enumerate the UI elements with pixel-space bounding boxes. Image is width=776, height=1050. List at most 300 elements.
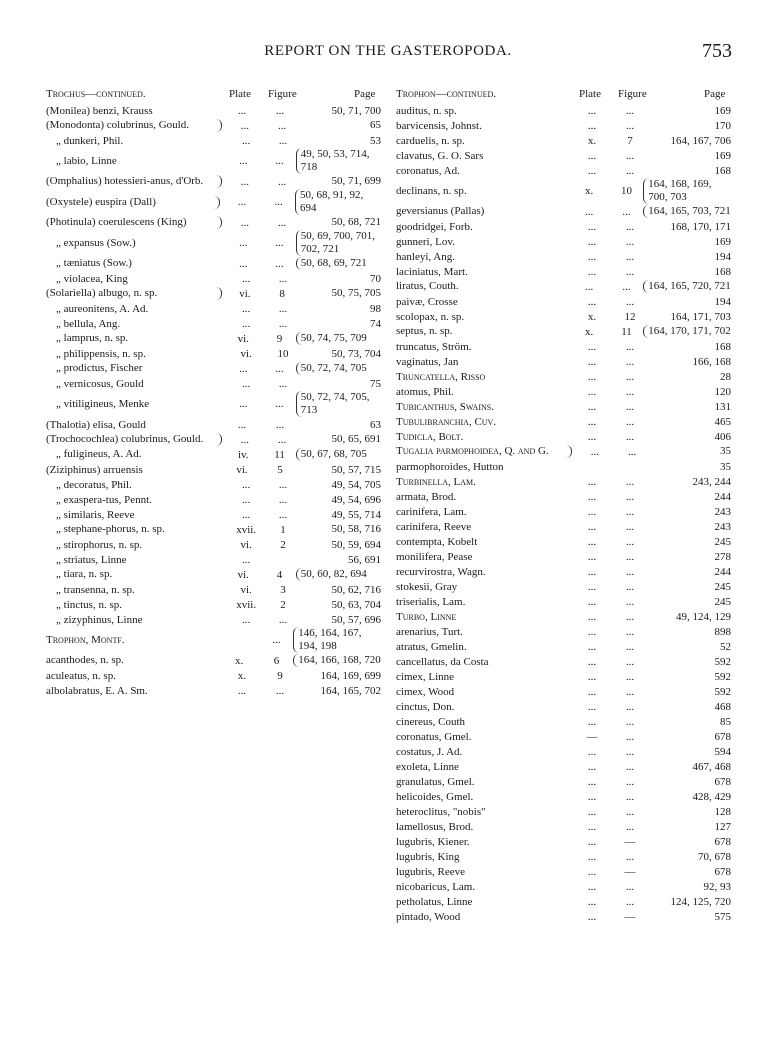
entry-pages: 50, 71, 699 bbox=[331, 175, 382, 187]
index-row bbox=[46, 462, 381, 477]
entry-name: triserialis, Lam. bbox=[396, 595, 466, 608]
entry-figure: ... bbox=[625, 104, 635, 117]
index-row bbox=[396, 864, 731, 879]
entry-pages: 406 bbox=[714, 430, 731, 443]
index-row bbox=[396, 894, 731, 909]
entry-name: „ expansus (Sow.) bbox=[56, 236, 136, 249]
entry-pages: 169 bbox=[714, 149, 731, 162]
entry-pages: 50, 68, 69, 721 bbox=[296, 257, 381, 270]
entry-figure: ... bbox=[625, 415, 635, 428]
index-row bbox=[396, 369, 731, 384]
entry-plate: ... bbox=[587, 430, 597, 443]
entry-pages: 124, 125, 720 bbox=[670, 895, 731, 908]
entry-figure: ... bbox=[625, 535, 635, 548]
entry-figure: ... bbox=[627, 445, 637, 458]
entry-figure: ... bbox=[625, 895, 635, 908]
figure-header: Figure bbox=[618, 88, 647, 100]
index-row bbox=[396, 534, 731, 549]
index-row bbox=[396, 909, 731, 924]
entry-plate: ... bbox=[587, 700, 597, 713]
entry-figure: 6 bbox=[273, 654, 280, 667]
index-list bbox=[46, 103, 381, 698]
entry-name: declinans, n. sp. bbox=[396, 184, 467, 197]
entry-name: exoleta, Linne bbox=[396, 760, 459, 773]
entry-plate: ... bbox=[587, 520, 597, 533]
index-row bbox=[396, 594, 731, 609]
entry-plate: ... bbox=[240, 433, 250, 446]
entry-plate: ... bbox=[587, 625, 597, 638]
entry-name: „ fuligineus, A. Ad. bbox=[56, 448, 142, 460]
entry-figure: ... bbox=[625, 700, 635, 713]
entry-pages: 169 bbox=[714, 104, 731, 117]
index-row bbox=[46, 331, 381, 346]
entry-name: „ labio, Linne bbox=[56, 154, 117, 167]
entry-figure: ... bbox=[625, 220, 635, 233]
entry-figure: ... bbox=[625, 640, 635, 653]
entry-plate: ... bbox=[587, 640, 597, 653]
entry-plate: ... bbox=[587, 685, 597, 698]
entry-name: Tugalia parmophoidea, Q. and G. bbox=[396, 445, 572, 458]
entry-figure: 10 bbox=[277, 347, 289, 360]
entry-figure: ... bbox=[275, 237, 284, 249]
entry-name: „ philippensis, n. sp. bbox=[56, 347, 146, 360]
index-row bbox=[46, 567, 381, 582]
entry-name: „ transenna, n. sp. bbox=[56, 583, 135, 596]
entry-name: carinifera, Reeve bbox=[396, 520, 472, 533]
entry-name: recurvirostra, Wagn. bbox=[396, 565, 486, 578]
entry-figure: ... bbox=[625, 340, 635, 353]
entry-figure: ... bbox=[625, 850, 635, 863]
entry-figure: ... bbox=[277, 119, 287, 132]
entry-figure: ... bbox=[625, 670, 635, 683]
index-row bbox=[46, 103, 381, 118]
entry-plate: x. bbox=[587, 310, 597, 323]
entry-plate: vi. bbox=[240, 583, 252, 596]
entry-pages: 49, 124, 129 bbox=[676, 610, 731, 623]
index-row bbox=[46, 256, 381, 271]
entry-pages: 85 bbox=[720, 715, 731, 728]
index-row bbox=[396, 414, 731, 429]
index-row bbox=[396, 519, 731, 534]
index-row bbox=[396, 759, 731, 774]
entry-figure: ... bbox=[278, 134, 288, 147]
entry-name: „ zizyphinus, Linne bbox=[56, 613, 143, 626]
entry-plate: ... bbox=[237, 418, 247, 431]
index-row bbox=[46, 507, 381, 522]
index-row bbox=[46, 301, 381, 316]
entry-pages: 898 bbox=[714, 625, 731, 638]
entry-figure: 2 bbox=[280, 538, 286, 551]
entry-figure: ... bbox=[275, 362, 284, 375]
entry-pages: 50, 72, 74, 705, 713 bbox=[296, 391, 381, 417]
entry-plate: ... bbox=[584, 280, 594, 293]
entry-pages: 63 bbox=[370, 418, 381, 431]
entry-pages: 467, 468 bbox=[692, 760, 731, 773]
entry-name: helicoides, Gmel. bbox=[396, 790, 474, 803]
entry-figure: — bbox=[624, 865, 636, 878]
entry-plate: ... bbox=[587, 790, 597, 803]
entry-name: armata, Brod. bbox=[396, 490, 457, 503]
entry-figure: ... bbox=[278, 613, 288, 626]
entry-pages: 170 bbox=[714, 119, 731, 132]
index-row bbox=[396, 249, 731, 264]
entry-pages: 164, 169, 699 bbox=[320, 669, 381, 682]
entry-plate: vi. bbox=[240, 347, 252, 360]
entry-plate: ... bbox=[242, 478, 251, 491]
index-row bbox=[396, 609, 731, 624]
entry-name: „ stirophorus, n. sp. bbox=[56, 538, 143, 551]
index-row bbox=[46, 612, 381, 627]
entry-plate: vi. bbox=[240, 538, 252, 551]
left-column bbox=[46, 88, 381, 698]
entry-figure: 1 bbox=[280, 523, 286, 536]
entry-plate: ... bbox=[242, 553, 251, 566]
entry-pages: 50, 69, 700, 701, 702, 721 bbox=[296, 230, 381, 256]
entry-name: costatus, J. Ad. bbox=[396, 745, 463, 758]
index-row bbox=[396, 219, 731, 234]
entry-pages: 50, 57, 715 bbox=[331, 463, 381, 476]
entry-plate: x. bbox=[234, 654, 244, 667]
entry-pages: 49, 54, 696 bbox=[331, 493, 382, 506]
entry-name: (Monodonta) colubrinus, Gould. bbox=[46, 119, 222, 132]
entry-pages: 50, 63, 704 bbox=[331, 598, 382, 611]
entry-name: petholatus, Linne bbox=[396, 895, 473, 908]
index-row bbox=[46, 215, 381, 230]
entry-figure: ... bbox=[622, 205, 631, 218]
entry-name: stokesii, Gray bbox=[396, 580, 458, 593]
index-row bbox=[396, 103, 731, 118]
index-row bbox=[46, 552, 381, 567]
index-row bbox=[46, 361, 381, 376]
entry-pages: 164, 165, 702 bbox=[320, 684, 381, 697]
entry-pages: 164, 170, 171, 702 bbox=[643, 325, 731, 338]
index-row bbox=[396, 579, 731, 594]
entry-name: „ tiara, n. sp. bbox=[56, 568, 113, 580]
entry-plate: ... bbox=[242, 493, 251, 506]
entry-name: monilifera, Pease bbox=[396, 550, 473, 563]
entry-plate: ... bbox=[587, 104, 597, 117]
entry-figure: ... bbox=[625, 730, 635, 743]
entry-figure: ... bbox=[625, 760, 635, 773]
entry-plate: ... bbox=[587, 760, 597, 773]
entry-figure: 7 bbox=[627, 134, 633, 147]
index-row bbox=[396, 178, 731, 204]
entry-figure: ... bbox=[278, 377, 288, 390]
index-row bbox=[46, 316, 381, 331]
index-row bbox=[396, 834, 731, 849]
entry-plate: ... bbox=[587, 385, 597, 398]
entry-figure: 4 bbox=[276, 568, 283, 581]
entry-name: (Trochocochlea) colubrinus, Gould. bbox=[46, 433, 222, 446]
entry-plate: ... bbox=[587, 235, 597, 248]
entry-pages: 245 bbox=[714, 595, 731, 608]
entry-figure: ... bbox=[625, 355, 635, 368]
entry-figure: 3 bbox=[280, 583, 286, 596]
entry-figure: ... bbox=[277, 175, 287, 188]
entry-figure: 10 bbox=[621, 185, 633, 197]
entry-pages: 194 bbox=[714, 250, 731, 263]
entry-pages: 50, 67, 68, 705 bbox=[296, 448, 381, 461]
entry-name: „ aureonitens, A. Ad. bbox=[56, 302, 149, 315]
entry-plate: ... bbox=[239, 155, 248, 167]
entry-pages: 278 bbox=[714, 550, 731, 563]
entry-plate: vi. bbox=[239, 287, 251, 300]
entry-name: truncatus, Ström. bbox=[396, 340, 472, 353]
entry-figure: ... bbox=[278, 272, 288, 285]
entry-plate: ... bbox=[587, 340, 597, 353]
index-row bbox=[396, 339, 731, 354]
entry-name: carinifera, Lam. bbox=[396, 505, 467, 518]
entry-figure: ... bbox=[625, 385, 635, 398]
entry-plate: x. bbox=[587, 134, 597, 147]
entry-plate: x. bbox=[237, 669, 247, 682]
entry-name: granulatus, Gmel. bbox=[396, 775, 475, 788]
index-row bbox=[46, 230, 381, 256]
entry-figure: ... bbox=[625, 625, 635, 638]
entry-name: (Ziziphinus) arruensis bbox=[46, 463, 143, 476]
index-row bbox=[46, 683, 381, 698]
entry-pages: 164, 165, 720, 721 bbox=[643, 280, 731, 293]
entry-figure: 5 bbox=[277, 463, 283, 476]
entry-plate: ... bbox=[587, 415, 597, 428]
entry-name: vaginatus, Jan bbox=[396, 355, 459, 368]
entry-plate: ... bbox=[587, 295, 597, 308]
entry-plate: ... bbox=[237, 684, 247, 697]
index-row bbox=[396, 264, 731, 279]
entry-figure: ... bbox=[625, 119, 635, 132]
entry-pages: 594 bbox=[714, 745, 731, 758]
entry-pages: 50, 58, 716 bbox=[331, 523, 382, 535]
entry-plate: ... bbox=[587, 595, 597, 608]
index-row bbox=[46, 148, 381, 174]
entry-name: nicobaricus, Lam. bbox=[396, 880, 476, 893]
index-row bbox=[396, 204, 731, 219]
index-row bbox=[46, 668, 381, 683]
index-row bbox=[46, 537, 381, 552]
index-row bbox=[396, 624, 731, 639]
entry-plate: ... bbox=[242, 272, 251, 285]
index-row bbox=[396, 474, 731, 489]
entry-pages: 52 bbox=[720, 640, 731, 653]
entry-pages: 678 bbox=[714, 835, 731, 848]
index-row bbox=[396, 549, 731, 564]
entry-pages: 245 bbox=[714, 580, 731, 593]
entry-figure: 2 bbox=[280, 598, 286, 611]
entry-pages: 120 bbox=[714, 385, 731, 398]
entry-plate: ... bbox=[587, 895, 597, 908]
entry-name: scolopax, n. sp. bbox=[396, 310, 465, 323]
entry-plate: ... bbox=[239, 362, 248, 375]
entry-plate: ... bbox=[242, 508, 251, 521]
entry-figure: ... bbox=[625, 550, 635, 563]
entry-name: „ similaris, Reeve bbox=[56, 508, 135, 521]
index-row bbox=[396, 699, 731, 714]
entry-pages: 575 bbox=[714, 910, 731, 923]
entry-name: „ stephane-phorus, n. sp. bbox=[56, 523, 165, 535]
page-header bbox=[0, 40, 776, 68]
entry-pages: 50, 60, 82, 694 bbox=[296, 568, 381, 581]
entry-pages: 53 bbox=[370, 134, 382, 147]
entry-plate: ... bbox=[587, 565, 597, 578]
entry-pages: 56, 691 bbox=[348, 553, 382, 566]
index-row bbox=[396, 234, 731, 249]
index-row bbox=[46, 346, 381, 361]
entry-pages: 127 bbox=[714, 820, 731, 833]
page-header-label: Page bbox=[354, 88, 376, 100]
entry-pages: 49, 54, 705 bbox=[331, 478, 382, 491]
entry-pages: 465 bbox=[714, 415, 731, 428]
entry-name: Tubicanthus, Swains. bbox=[396, 400, 494, 413]
entry-figure: ... bbox=[625, 490, 635, 503]
index-row bbox=[46, 417, 381, 432]
genus-heading: Trophon—continued. bbox=[396, 88, 497, 100]
entry-name: atratus, Gmelin. bbox=[396, 640, 467, 653]
index-row bbox=[46, 432, 381, 447]
entry-name: coronatus, Gmel. bbox=[396, 730, 472, 743]
entry-name: Tudicla, Bolt. bbox=[396, 430, 464, 443]
entry-pages: 592 bbox=[714, 655, 731, 668]
entry-name: septus, n. sp. bbox=[396, 325, 453, 337]
index-row bbox=[396, 324, 731, 339]
entry-plate: ... bbox=[587, 850, 597, 863]
entry-name: „ striatus, Linne bbox=[56, 553, 127, 566]
entry-pages: 592 bbox=[714, 685, 731, 698]
entry-name: liratus, Couth. bbox=[396, 280, 459, 292]
entry-plate: ... bbox=[587, 505, 597, 518]
entry-plate: ... bbox=[587, 265, 597, 278]
entry-pages: 50, 71, 700 bbox=[331, 104, 381, 117]
index-row bbox=[396, 714, 731, 729]
entry-figure: ... bbox=[274, 196, 283, 208]
entry-plate: ... bbox=[587, 610, 597, 623]
entry-plate: ... bbox=[240, 119, 250, 132]
index-row bbox=[46, 391, 381, 417]
index-row bbox=[46, 522, 381, 537]
index-row bbox=[396, 444, 731, 459]
entry-name: Turbinella, Lam. bbox=[396, 475, 476, 488]
entry-figure: ... bbox=[625, 370, 635, 383]
entry-figure: ... bbox=[275, 418, 285, 431]
index-row bbox=[46, 271, 381, 286]
entry-name: „ decoratus, Phil. bbox=[56, 478, 132, 491]
entry-pages: 50, 68, 721 bbox=[331, 216, 382, 228]
entry-pages: 243 bbox=[714, 505, 731, 518]
entry-name: lamellosus, Brod. bbox=[396, 820, 474, 833]
index-row bbox=[46, 133, 381, 148]
entry-figure: ... bbox=[625, 520, 635, 533]
entry-pages: 50, 72, 74, 705 bbox=[296, 362, 381, 375]
entry-figure: ... bbox=[278, 493, 288, 506]
entry-name: gunneri, Lov. bbox=[396, 235, 455, 248]
index-row bbox=[396, 654, 731, 669]
entry-name: „ lamprus, n. sp. bbox=[56, 332, 129, 344]
index-row bbox=[396, 744, 731, 759]
entry-name: cancellatus, da Costa bbox=[396, 655, 489, 668]
entry-name: „ exaspera-tus, Pennt. bbox=[56, 493, 152, 506]
entry-pages: 50, 68, 91, 92, 694 bbox=[295, 189, 381, 215]
right-column bbox=[396, 88, 731, 924]
entry-plate: ... bbox=[587, 250, 597, 263]
entry-name: heteroclitus, "nobis" bbox=[396, 805, 486, 818]
entry-figure: ... bbox=[625, 149, 635, 162]
entry-figure: ... bbox=[275, 684, 285, 697]
entry-pages: 164, 165, 703, 721 bbox=[643, 205, 731, 218]
entry-name: „ bellula, Ang. bbox=[56, 317, 121, 330]
entry-plate: xvii. bbox=[236, 598, 257, 611]
entry-name: „ prodictus, Fischer bbox=[56, 362, 143, 374]
entry-plate: ... bbox=[587, 370, 597, 383]
entry-figure: ... bbox=[625, 475, 635, 488]
entry-figure: ... bbox=[625, 265, 635, 278]
entry-name: clavatus, G. O. Sars bbox=[396, 149, 484, 162]
entry-pages: 75 bbox=[370, 377, 382, 390]
entry-plate: vi. bbox=[236, 463, 248, 476]
entry-pages: 678 bbox=[714, 865, 731, 878]
index-row bbox=[396, 279, 731, 294]
entry-plate: ... bbox=[240, 216, 250, 229]
entry-pages: 50, 59, 694 bbox=[331, 538, 382, 551]
entry-figure: ... bbox=[625, 880, 635, 893]
entry-pages: 592 bbox=[714, 670, 731, 683]
entry-figure: 8 bbox=[279, 287, 285, 300]
entry-name: Trophon, Montf. bbox=[46, 633, 125, 646]
entry-pages: 128 bbox=[714, 805, 731, 818]
entry-name: arenarius, Turt. bbox=[396, 625, 463, 638]
entry-pages: 49, 55, 714 bbox=[331, 508, 382, 521]
entry-name: cinereus, Couth bbox=[396, 715, 466, 728]
entry-figure: 9 bbox=[276, 332, 283, 345]
index-row bbox=[396, 429, 731, 444]
entry-plate: ... bbox=[590, 445, 600, 458]
entry-plate: ... bbox=[587, 775, 597, 788]
index-row bbox=[46, 376, 381, 391]
entry-name: lugubris, King bbox=[396, 850, 460, 863]
entry-plate: ... bbox=[240, 175, 250, 188]
plate-header: Plate bbox=[579, 88, 601, 100]
entry-figure: ... bbox=[275, 104, 285, 117]
entry-figure: ... bbox=[625, 565, 635, 578]
entry-plate: vi. bbox=[237, 568, 249, 581]
entry-figure: 11 bbox=[274, 448, 285, 461]
entry-pages: 164, 168, 169, 700, 703 bbox=[643, 178, 731, 204]
entry-name: Turbo, Linne bbox=[396, 610, 457, 623]
index-row bbox=[46, 189, 381, 215]
entry-name: carduelis, n. sp. bbox=[396, 134, 465, 147]
page-title: REPORT ON THE GASTEROPODA. bbox=[264, 43, 512, 59]
index-row bbox=[46, 653, 381, 668]
entry-name: laciniatus, Mart. bbox=[396, 265, 468, 278]
index-row bbox=[396, 309, 731, 324]
entry-pages: 146, 164, 167, 194, 198 bbox=[293, 627, 381, 653]
entry-figure: ... bbox=[625, 790, 635, 803]
index-row bbox=[396, 729, 731, 744]
index-row bbox=[46, 597, 381, 612]
entry-figure: ... bbox=[625, 295, 635, 308]
index-row bbox=[396, 294, 731, 309]
entry-name: contempta, Kobelt bbox=[396, 535, 478, 548]
entry-figure: ... bbox=[622, 280, 631, 293]
index-list bbox=[396, 103, 731, 924]
entry-pages: 468 bbox=[714, 700, 731, 713]
entry-pages: 166, 168 bbox=[692, 355, 731, 368]
index-row bbox=[46, 174, 381, 189]
entry-pages: 49, 50, 53, 714, 718 bbox=[296, 148, 381, 174]
entry-plate: ... bbox=[587, 164, 597, 177]
entry-pages: 169 bbox=[714, 235, 731, 248]
entry-pages: 194 bbox=[714, 295, 731, 308]
entry-name: coronatus, Ad. bbox=[396, 164, 460, 177]
entry-figure: ... bbox=[272, 634, 281, 646]
